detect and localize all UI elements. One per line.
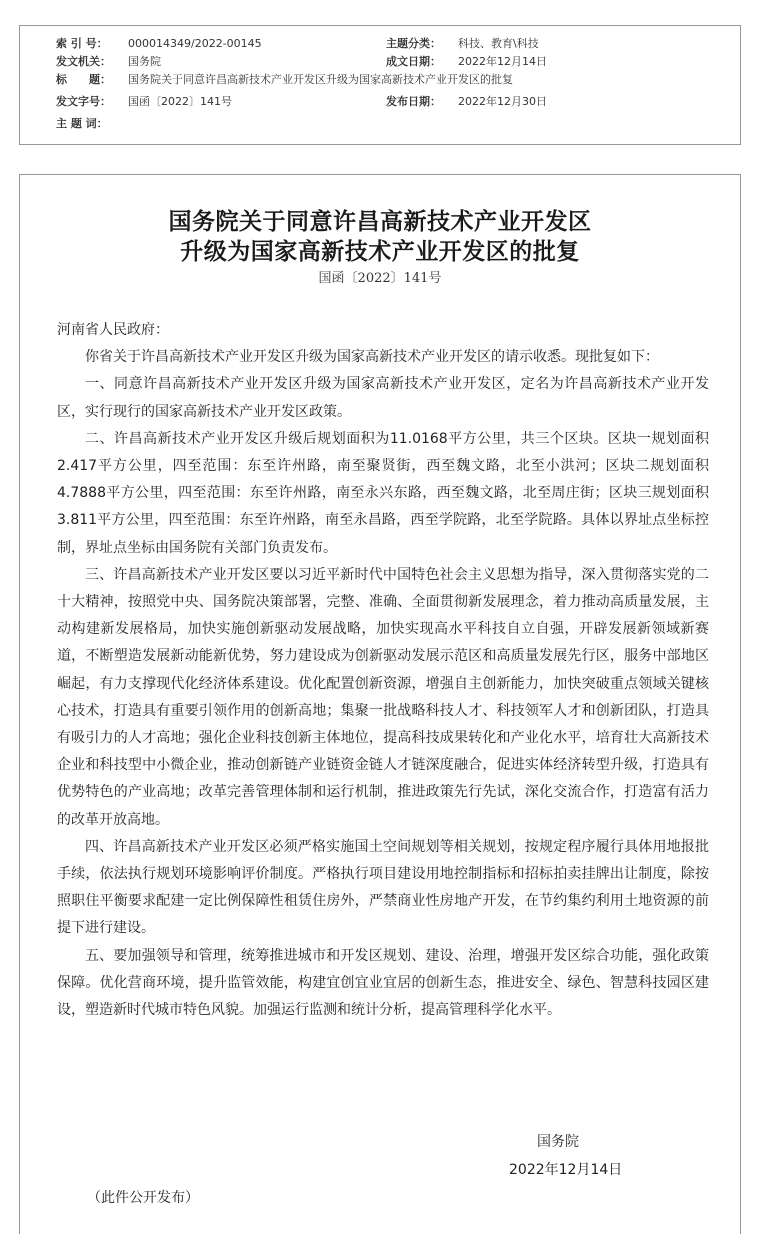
paragraph-2: 二、许昌高新技术产业开发区升级后规划面积为11.0168平方公里，共三个区块。区块一规划面积2.417平方公里，四至范围：东至许州路，南至聚贤街，西至魏文路，北至小洪河；区块二规划面积4.7888平方公里，四至范围：东至许州路，南至永兴东路，西至魏文路，北至周庄街；区块三规划面积3.811平方公里，四至范围：东至许州路，南至永昌路，西至学院路，北至学院路。具体以界址点坐标控制，界址点坐标由国务院有关部门负责发布。 [57, 430, 709, 556]
created-date-value: 2022年12月14日 [458, 55, 547, 68]
title-label: 标 题： [56, 73, 111, 86]
metadata-panel [19, 25, 741, 145]
doc-number-label: 发文字号： [56, 95, 111, 108]
document-title-line-1: 国务院关于同意许昌高新技术产业开发区 [168, 208, 592, 235]
issuer-value: 国务院 [128, 55, 161, 68]
keywords-label: 主 题 词： [56, 117, 108, 130]
title-value: 国务院关于同意许昌高新技术产业开发区升级为国家高新技术产业开发区的批复 [128, 73, 513, 86]
publication-note: （此件公开发布） [87, 1190, 199, 1206]
published-date-label: 发布日期： [386, 95, 441, 108]
paragraph-1: 一、同意许昌高新技术产业开发区升级为国家高新技术产业开发区，定名为许昌高新技术产业开发区，实行现行的国家高新技术产业开发区政策。 [57, 376, 709, 420]
index-number-value: 000014349/2022-00145 [128, 37, 262, 50]
document-body [57, 317, 709, 1024]
document-panel [19, 174, 741, 1234]
category-label: 主题分类： [386, 37, 441, 50]
index-number-label: 索 引 号： [56, 37, 108, 50]
published-date-value: 2022年12月30日 [458, 95, 547, 108]
meta-row-index [20, 34, 740, 54]
document-number: 国函〔2022〕141号 [318, 271, 442, 286]
document-title-line-2: 升级为国家高新技术产业开发区的批复 [180, 238, 580, 265]
paragraph-4: 四、许昌高新技术产业开发区必须严格实施国土空间规划等相关规划，按规定程序履行具体用地报批手续，依法执行规划环境影响评价制度。严格执行项目建设用地控制指标和招标拍卖挂牌出让制度，除按照职住平衡要求配建一定比例保障性租赁住房外，严禁商业性房地产开发，在节约集约利用土地资源的前提下进行建设。 [57, 838, 709, 937]
addressee: 河南省人民政府： [57, 322, 169, 338]
doc-number-value: 国函〔2022〕141号 [128, 95, 232, 108]
paragraph-5: 五、要加强领导和管理，统筹推进城市和开发区规划、建设、治理，增强开发区综合功能，强化政策保障。优化营商环境，提升监管效能，构建宜创宜业宜居的创新生态，推进安全、绿色、智慧科技园区建设，塑造新时代城市特色风貌。加强运行监测和统计分析，提高管理科学化水平。 [57, 947, 709, 1019]
meta-row-keywords [20, 114, 740, 134]
signature: 国务院 [537, 1134, 579, 1150]
issuer-label: 发文机关： [56, 55, 111, 68]
category-value: 科技、教育\科技 [458, 37, 539, 50]
paragraph-3: 三、许昌高新技术产业开发区要以习近平新时代中国特色社会主义思想为指导，深入贯彻落实党的二十大精神，按照党中央、国务院决策部署，完整、准确、全面贯彻新发展理念，着力推动高质量发展，主动构建新发展格局，加快实施创新驱动发展战略，加快实现高水平科技自立自强，开辟发展新领域新赛道，不断塑造发展新动能新优势，努力建设成为创新驱动发展示范区和高质量发展先行区，服务中部地区崛起，有力支撑现代化经济体系建设。优化配置创新资源，增强自主创新能力，加快突破重点领域关键核心技术，打造具有重要引领作用的创新高地；集聚一批战略科技人才、科技领军人才和创新团队，打造具有吸引力的人才高地；强化企业科技创新主体地位，提高科技成果转化和产业化水平，培育壮大高新技术企业和科技型中小微企业，推动创新链产业链资金链人才链深度融合，促进实体经济转型升级，打造具有优势特色的产业高地；改革完善管理体制和运行机制，推进政策先行先试，深化交流合作，打造富有活力的改革开放高地。 [57, 566, 709, 828]
created-date-label: 成文日期： [386, 55, 441, 68]
signature-date: 2022年12月14日 [509, 1162, 623, 1178]
meta-row-issuer [20, 52, 740, 72]
meta-row-docno [20, 92, 740, 112]
meta-row-title [20, 70, 740, 90]
paragraph-intro: 你省关于许昌高新技术产业开发区升级为国家高新技术产业开发区的请示收悉。现批复如下： [85, 349, 659, 366]
